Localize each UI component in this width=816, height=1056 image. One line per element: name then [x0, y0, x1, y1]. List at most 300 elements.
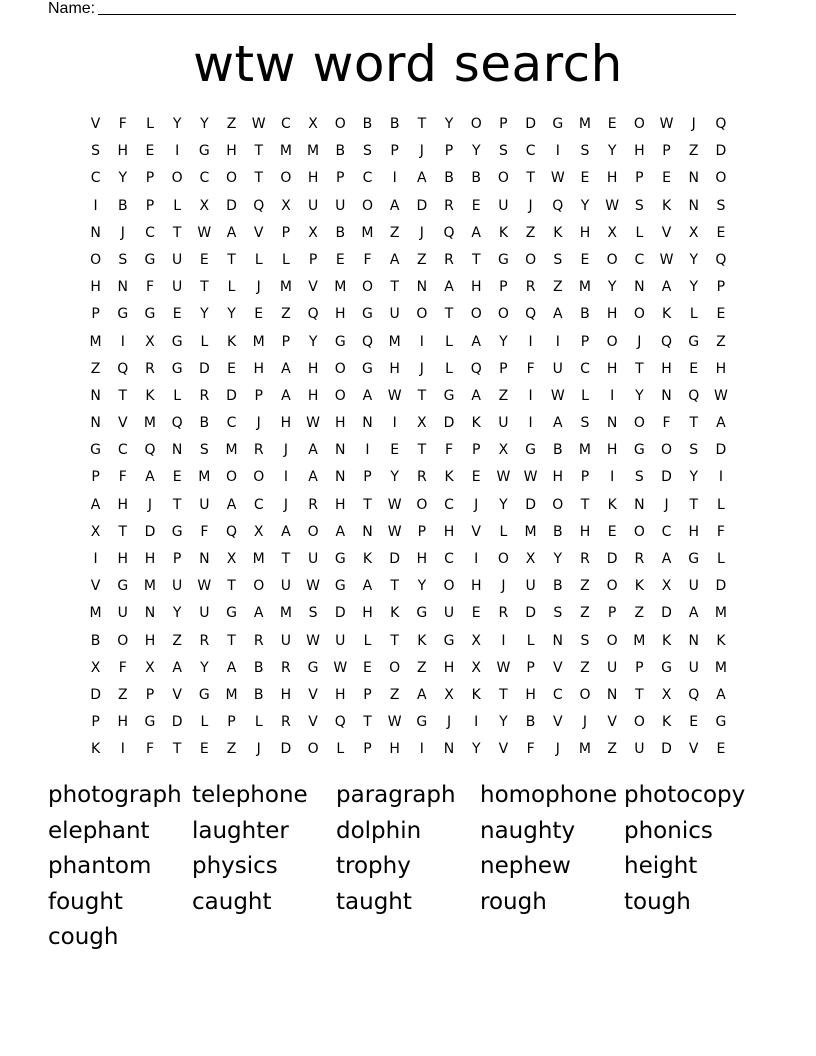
- grid-letter: H: [144, 551, 156, 567]
- grid-letter: X: [90, 523, 101, 540]
- grid-letter: L: [717, 496, 725, 513]
- grid-letter: Q: [552, 197, 564, 214]
- grid-letter: L: [336, 741, 345, 758]
- grid-letter: X: [145, 659, 155, 676]
- grid-letter: X: [498, 442, 509, 459]
- grid-letter: W: [197, 224, 212, 241]
- grid-letter: N: [634, 279, 645, 296]
- grid-letter: T: [635, 686, 644, 703]
- grid-letter: G: [688, 333, 700, 350]
- grid-letter: F: [118, 469, 127, 486]
- grid-letter: A: [145, 469, 155, 486]
- grid-letter: O: [552, 496, 564, 513]
- grid-letter: A: [362, 387, 373, 404]
- grid-letter: Z: [417, 251, 427, 268]
- grid-letter: E: [390, 442, 400, 459]
- grid-letter: A: [389, 251, 400, 268]
- grid-letter: Q: [117, 360, 129, 377]
- grid-letter: M: [198, 469, 211, 486]
- grid-letter: L: [200, 333, 209, 350]
- grid-letter: F: [118, 659, 127, 676]
- grid-letter: P: [281, 333, 291, 350]
- grid-letter: Y: [200, 306, 209, 323]
- grid-letter: K: [145, 387, 155, 404]
- grid-letter: H: [389, 360, 400, 377]
- grid-letter: W: [496, 469, 511, 486]
- grid-letter: O: [361, 279, 373, 296]
- grid-letter: M: [143, 415, 157, 432]
- grid-letter: W: [197, 578, 212, 595]
- grid-letter: G: [416, 605, 428, 622]
- grid-letter: O: [416, 306, 428, 323]
- word-list-item: cough: [48, 924, 119, 951]
- grid-letter: K: [661, 632, 672, 649]
- grid-letter: P: [145, 686, 155, 703]
- grid-letter: E: [172, 469, 182, 486]
- grid-letter: P: [662, 143, 671, 160]
- grid-letter: U: [498, 415, 509, 432]
- grid-letter: P: [91, 306, 100, 323]
- grid-letter: E: [689, 360, 699, 377]
- grid-letter: B: [389, 116, 400, 132]
- grid-letter: Q: [688, 686, 700, 703]
- grid-letter: G: [144, 306, 156, 323]
- grid-letter: A: [552, 306, 563, 323]
- grid-letter: H: [634, 143, 645, 160]
- grid-letter: V: [552, 659, 563, 676]
- grid-letter: C: [634, 251, 645, 268]
- grid-letter: E: [580, 170, 590, 187]
- grid-letter: A: [389, 197, 400, 214]
- grid-letter: N: [90, 415, 101, 432]
- grid-letter: L: [173, 197, 182, 214]
- grid-letter: N: [335, 469, 346, 486]
- grid-letter: R: [634, 551, 645, 567]
- grid-letter: Y: [200, 659, 209, 676]
- grid-letter: O: [226, 170, 238, 187]
- grid-letter: O: [633, 415, 645, 432]
- grid-letter: W: [659, 251, 674, 268]
- grid-letter: M: [361, 224, 374, 241]
- grid-letter: T: [444, 306, 454, 323]
- grid-letter: Z: [634, 605, 645, 622]
- grid-letter: H: [606, 306, 618, 323]
- grid-letter: O: [253, 578, 265, 595]
- grid-letter: T: [471, 251, 481, 268]
- grid-letter: O: [497, 551, 509, 567]
- grid-letter: E: [199, 251, 209, 268]
- grid-letter: I: [610, 387, 615, 404]
- grid-letter: K: [661, 714, 672, 731]
- grid-letter: V: [688, 741, 699, 758]
- grid-letter: N: [117, 279, 129, 296]
- word-list-item: laughter: [192, 817, 289, 844]
- grid-letter: G: [525, 442, 537, 459]
- grid-letter: V: [308, 279, 318, 296]
- grid-letter: E: [716, 741, 726, 758]
- grid-letter: Q: [334, 714, 346, 731]
- grid-letter: W: [496, 659, 511, 676]
- grid-letter: R: [444, 197, 454, 214]
- grid-letter: I: [474, 551, 479, 567]
- grid-letter: M: [578, 279, 592, 296]
- grid-letter: B: [90, 632, 101, 649]
- grid-letter: T: [172, 496, 182, 513]
- grid-letter: G: [171, 360, 183, 377]
- grid-letter: R: [145, 360, 155, 377]
- grid-letter: B: [552, 578, 563, 595]
- grid-row: [82, 736, 735, 763]
- grid-letter: E: [227, 360, 236, 377]
- grid-letter: P: [172, 551, 182, 567]
- grid-letter: H: [579, 224, 591, 241]
- grid-letter: P: [281, 224, 291, 241]
- grid-letter: Q: [470, 360, 482, 377]
- grid-letter: P: [499, 360, 508, 377]
- word-list-item: rough: [480, 888, 547, 915]
- grid-letter: Q: [307, 306, 319, 323]
- grid-letter: C: [117, 442, 128, 459]
- grid-letter: I: [419, 741, 424, 758]
- grid-letter: L: [227, 279, 236, 296]
- grid-letter: C: [145, 224, 155, 241]
- grid-letter: O: [633, 116, 645, 132]
- word-list-item: paragraph: [336, 782, 456, 808]
- grid-letter: E: [689, 714, 699, 731]
- grid-letter: L: [499, 523, 508, 540]
- grid-letter: L: [363, 632, 372, 649]
- grid-row: [82, 628, 735, 655]
- word-list-item: phonics: [624, 817, 713, 844]
- grid-letter: D: [525, 496, 536, 513]
- grid-letter: Q: [144, 442, 156, 459]
- grid-letter: T: [363, 496, 372, 513]
- grid-letter: E: [471, 469, 481, 486]
- grid-letter: G: [226, 605, 237, 622]
- grid-letter: K: [91, 741, 101, 758]
- grid-row: [82, 655, 735, 682]
- grid-letter: P: [526, 659, 535, 676]
- grid-letter: G: [90, 442, 102, 459]
- grid-letter: E: [172, 306, 182, 323]
- grid-row: [82, 138, 735, 165]
- grid-letter: H: [335, 496, 346, 513]
- grid-letter: H: [335, 686, 346, 703]
- grid-letter: U: [280, 578, 292, 595]
- word-list-item: fought: [48, 888, 123, 915]
- grid-letter: Y: [635, 387, 644, 404]
- grid-letter: P: [390, 143, 399, 160]
- grid-letter: T: [118, 387, 128, 404]
- grid-letter: D: [661, 741, 672, 758]
- grid-letter: W: [605, 197, 620, 214]
- grid-letter: U: [117, 605, 128, 622]
- grid-letter: A: [417, 170, 427, 187]
- grid-letter: S: [363, 143, 372, 160]
- grid-letter: Y: [607, 279, 617, 296]
- grid-letter: E: [580, 251, 590, 268]
- grid-letter: A: [335, 523, 346, 540]
- grid-letter: H: [117, 496, 129, 513]
- grid-letter: T: [254, 143, 263, 160]
- grid-letter: A: [308, 442, 318, 459]
- grid-letter: Z: [580, 659, 590, 676]
- grid-letter: A: [444, 279, 454, 296]
- grid-letter: D: [715, 442, 727, 459]
- grid-letter: F: [445, 442, 454, 459]
- grid-letter: J: [419, 224, 424, 241]
- grid-letter: Z: [498, 387, 509, 404]
- grid-row: [82, 492, 735, 519]
- grid-letter: H: [688, 523, 699, 540]
- grid-letter: X: [145, 333, 155, 350]
- page-title: wtw word search: [193, 35, 623, 93]
- grid-letter: W: [306, 578, 321, 595]
- grid-letter: J: [147, 496, 153, 513]
- grid-letter: M: [578, 741, 592, 758]
- grid-row: [82, 165, 735, 192]
- grid-letter: L: [254, 251, 263, 268]
- grid-letter: N: [443, 741, 455, 758]
- grid-letter: T: [390, 279, 399, 296]
- grid-letter: G: [144, 251, 156, 268]
- grid-letter: X: [253, 523, 264, 540]
- grid-letter: J: [120, 224, 125, 241]
- grid-letter: T: [227, 251, 236, 268]
- grid-letter: R: [253, 442, 264, 459]
- grid-letter: O: [307, 523, 319, 540]
- grid-letter: T: [526, 170, 535, 187]
- grid-letter: D: [606, 551, 618, 567]
- grid-letter: D: [525, 605, 536, 622]
- grid-letter: B: [335, 143, 346, 160]
- grid-letter: J: [419, 143, 424, 160]
- grid-letter: J: [283, 442, 288, 459]
- grid-letter: C: [552, 686, 563, 703]
- grid-letter: N: [362, 523, 373, 540]
- grid-letter: N: [90, 387, 101, 404]
- grid-letter: X: [417, 415, 427, 432]
- word-list-item: physics: [192, 853, 278, 880]
- grid-letter: W: [659, 116, 674, 132]
- grid-letter: E: [471, 197, 481, 214]
- grid-letter: S: [118, 251, 128, 268]
- grid-letter: H: [253, 360, 264, 377]
- grid-letter: O: [579, 686, 591, 703]
- grid-letter: A: [716, 415, 726, 432]
- grid-letter: G: [307, 659, 319, 676]
- grid-letter: X: [471, 659, 482, 676]
- grid-letter: M: [524, 523, 537, 540]
- grid-letter: E: [254, 306, 264, 323]
- grid-letter: I: [610, 469, 615, 486]
- grid-letter: C: [444, 496, 454, 513]
- grid-letter: O: [334, 360, 346, 377]
- grid-letter: Z: [580, 605, 590, 622]
- grid-letter: D: [389, 551, 401, 567]
- grid-letter: G: [198, 686, 210, 703]
- grid-letter: P: [91, 714, 100, 731]
- grid-row: [82, 247, 735, 274]
- grid-letter: W: [333, 659, 348, 676]
- grid-letter: W: [306, 632, 321, 649]
- grid-letter: G: [443, 632, 455, 649]
- grid-letter: N: [688, 197, 699, 214]
- grid-letter: Z: [226, 741, 237, 758]
- grid-letter: H: [117, 143, 129, 160]
- grid-letter: K: [226, 333, 237, 350]
- grid-letter: J: [555, 741, 560, 758]
- grid-letter: C: [580, 360, 590, 377]
- grid-letter: O: [606, 632, 618, 649]
- grid-letter: B: [199, 415, 210, 432]
- grid-letter: S: [634, 197, 644, 214]
- grid-letter: H: [335, 306, 346, 323]
- grid-letter: T: [363, 714, 372, 731]
- grid-letter: V: [552, 714, 563, 731]
- grid-letter: R: [525, 279, 536, 296]
- grid-letter: T: [499, 686, 508, 703]
- grid-letter: H: [90, 279, 101, 296]
- grid-letter: T: [254, 170, 263, 187]
- grid-letter: V: [90, 578, 101, 595]
- grid-letter: Z: [389, 224, 400, 241]
- grid-letter: T: [118, 523, 128, 540]
- grid-letter: H: [470, 578, 482, 595]
- grid-letter: O: [633, 714, 645, 731]
- grid-letter: U: [172, 251, 183, 268]
- grid-letter: H: [606, 442, 618, 459]
- grid-letter: I: [120, 741, 125, 758]
- grid-row: [82, 274, 735, 301]
- grid-letter: W: [550, 387, 565, 404]
- grid-letter: E: [716, 306, 726, 323]
- grid-letter: Q: [226, 523, 238, 540]
- grid-letter: Z: [417, 659, 427, 676]
- grid-letter: L: [282, 251, 290, 268]
- grid-letter: R: [308, 496, 318, 513]
- grid-letter: L: [689, 306, 698, 323]
- grid-letter: E: [716, 224, 726, 241]
- grid-letter: I: [120, 333, 125, 350]
- grid-letter: B: [362, 116, 373, 132]
- grid-letter: U: [389, 306, 400, 323]
- grid-letter: W: [251, 116, 266, 132]
- word-list-item: photocopy: [624, 782, 746, 808]
- grid-letter: P: [580, 469, 590, 486]
- grid-letter: E: [363, 659, 372, 676]
- grid-letter: I: [555, 143, 560, 160]
- grid-letter: U: [688, 659, 699, 676]
- grid-letter: G: [633, 442, 645, 459]
- grid-letter: T: [689, 415, 698, 432]
- grid-letter: O: [416, 496, 428, 513]
- grid-letter: D: [525, 116, 536, 132]
- grid-letter: I: [555, 333, 560, 350]
- grid-letter: E: [662, 170, 671, 187]
- grid-letter: E: [199, 741, 209, 758]
- word-list: [48, 778, 768, 956]
- grid-letter: M: [578, 116, 592, 132]
- grid-letter: W: [523, 469, 538, 486]
- grid-letter: N: [90, 224, 101, 241]
- grid-letter: A: [172, 659, 182, 676]
- grid-letter: C: [525, 143, 536, 160]
- grid-letter: U: [335, 197, 346, 214]
- grid-letter: J: [691, 116, 696, 132]
- grid-letter: B: [335, 224, 346, 241]
- grid-letter: P: [254, 387, 263, 404]
- grid-letter: Y: [499, 496, 508, 513]
- grid-letter: Z: [226, 116, 237, 132]
- grid-letter: P: [635, 170, 644, 187]
- grid-letter: A: [308, 469, 318, 486]
- grid-letter: Z: [90, 360, 101, 377]
- grid-letter: G: [171, 523, 183, 540]
- grid-letter: P: [471, 442, 481, 459]
- grid-letter: K: [661, 306, 672, 323]
- grid-letter: Y: [607, 143, 617, 160]
- grid-letter: C: [362, 170, 373, 187]
- grid-letter: I: [392, 415, 397, 432]
- grid-letter: S: [199, 442, 209, 459]
- grid-letter: O: [117, 632, 129, 649]
- grid-letter: G: [661, 659, 672, 676]
- grid-letter: H: [606, 170, 618, 187]
- grid-letter: X: [688, 224, 699, 241]
- grid-letter: Y: [390, 469, 399, 486]
- grid-letter: K: [661, 197, 672, 214]
- grid-letter: G: [117, 306, 129, 323]
- grid-letter: J: [474, 496, 479, 513]
- grid-letter: M: [578, 442, 592, 459]
- grid-letter: P: [635, 659, 644, 676]
- grid-row: [82, 546, 735, 573]
- grid-row: [82, 329, 735, 356]
- grid-letter: V: [253, 224, 264, 241]
- grid-letter: Z: [607, 741, 617, 758]
- grid-letter: L: [173, 387, 182, 404]
- grid-letter: A: [226, 659, 237, 676]
- grid-letter: B: [552, 442, 563, 459]
- grid-letter: R: [444, 251, 454, 268]
- word-list-item: tough: [624, 888, 691, 915]
- grid-letter: Z: [580, 578, 590, 595]
- word-list-item: homophone: [480, 782, 618, 808]
- grid-letter: F: [662, 415, 671, 432]
- grid-letter: D: [715, 143, 727, 160]
- grid-letter: R: [199, 387, 210, 404]
- grid-letter: I: [528, 415, 533, 432]
- grid-letter: Z: [117, 686, 128, 703]
- grid-letter: Q: [443, 224, 455, 241]
- grid-letter: L: [254, 714, 263, 731]
- grid-letter: W: [387, 523, 402, 540]
- grid-letter: T: [227, 632, 236, 649]
- grid-letter: O: [715, 170, 727, 187]
- grid-letter: H: [144, 632, 156, 649]
- grid-letter: K: [471, 415, 481, 432]
- grid-letter: B: [525, 714, 536, 731]
- grid-row: [82, 709, 735, 736]
- grid-letter: P: [308, 251, 318, 268]
- letter-grid: [82, 111, 735, 764]
- word-list-item: taught: [336, 888, 412, 915]
- grid-letter: V: [117, 415, 128, 432]
- grid-letter: C: [281, 116, 291, 132]
- grid-letter: F: [145, 741, 154, 758]
- grid-letter: T: [689, 496, 698, 513]
